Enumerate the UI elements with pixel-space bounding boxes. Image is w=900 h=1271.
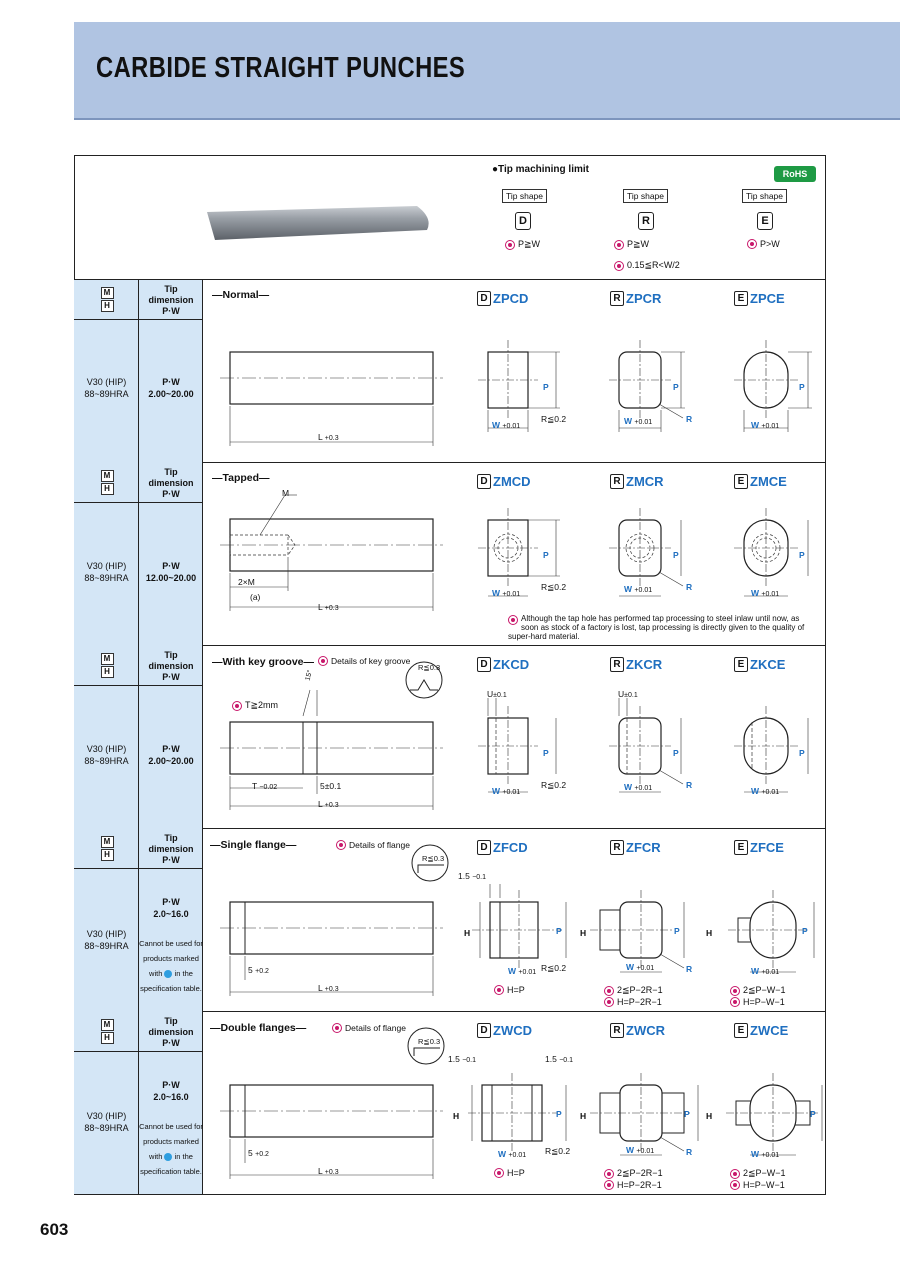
tip-header-3: Tip dimension P·W	[148, 650, 194, 682]
tip-shape-e: E	[757, 212, 773, 230]
blue-dot-icon	[164, 1153, 172, 1161]
cond-d: P≧W	[505, 239, 540, 250]
tip-limit-title: ●Tip machining limit	[492, 164, 589, 175]
tip-shape-label-r: Tip shape	[623, 189, 668, 203]
tip-header-5: Tip dimension P·W	[148, 1016, 194, 1048]
w-d-1: W +0.01	[492, 420, 521, 430]
header-line-3	[74, 685, 203, 686]
page-title: CARBIDE STRAIGHT PUNCHES	[96, 52, 466, 84]
tip-header-2: Tip dimension P·W	[148, 467, 194, 499]
key-side-view	[205, 670, 445, 815]
p-e-1: P	[799, 382, 805, 392]
tip-d-double	[462, 1051, 592, 1161]
tip-value-5: P·W 2.0~16.0	[153, 1080, 189, 1102]
code-zwce: E ZWCE	[734, 1023, 788, 1038]
pin-icon	[604, 1180, 614, 1190]
flange-15-2a: 1.5 −0.1	[448, 1054, 477, 1064]
code-zmcr: R ZMCR	[610, 474, 664, 489]
w-r-1: W +0.01	[624, 416, 653, 426]
r02-1: R≦0.2	[541, 414, 567, 424]
p-r-2: P	[673, 550, 679, 560]
m-label: M	[282, 488, 290, 498]
punch-photo	[205, 204, 430, 240]
e-cond-2a: 2≦P−W−1	[730, 1168, 786, 1179]
pin-icon	[604, 997, 614, 1007]
pin-icon	[494, 985, 504, 995]
header-line-5	[74, 1051, 203, 1052]
pin-icon	[508, 615, 518, 625]
code-zkcr: R ZKCR	[610, 657, 662, 672]
material-5: V30 (HIP) 88~89HRA	[84, 1111, 129, 1133]
pin-icon	[336, 840, 346, 850]
flange-detail-circle-2	[406, 1026, 446, 1066]
tip-r-tapped	[605, 508, 715, 603]
tip-header-4: Tip dimension P·W	[148, 833, 194, 865]
h-d-5: H	[453, 1111, 460, 1121]
tapped-note: Although the tap hole has performed tap processing to steel inlaw until now, as soon as stock of a factory is lost, tap processing is directly given to the quality of super-hard material.	[508, 614, 805, 641]
tip-dimension-column	[139, 280, 203, 1194]
r-cond-1b: H=P−2R−1	[604, 997, 662, 1007]
w-d-4: W +0.01	[508, 966, 537, 976]
p-r-4: P	[674, 926, 680, 936]
five-2: 5 +0.2	[248, 1148, 269, 1158]
r02-5: R≦0.2	[545, 1146, 571, 1156]
p-r-1: P	[673, 382, 679, 392]
w-d-2: W +0.01	[492, 588, 521, 598]
p-e-5: P	[810, 1109, 816, 1119]
pin-icon	[494, 1168, 504, 1178]
pin-icon	[332, 1023, 342, 1033]
t-dim: T −0.02	[252, 781, 278, 791]
details-flange-1: Details of flange	[336, 840, 410, 850]
pin-icon	[730, 1169, 740, 1179]
r-label-1: R	[686, 414, 693, 424]
w-e-1: W +0.01	[751, 420, 780, 430]
hp-cond-1: H=P	[494, 985, 525, 995]
angle-label: 15°	[304, 669, 315, 682]
flange-detail-circle-1	[410, 843, 450, 883]
w-d-5: W +0.01	[498, 1149, 527, 1159]
dim-l-1: L +0.3	[318, 432, 339, 442]
h-e-5: H	[706, 1111, 713, 1121]
tip-r-normal	[605, 340, 715, 435]
w-e-3: W +0.01	[751, 786, 780, 796]
r-cond-2b: H=P−2R−1	[604, 1180, 662, 1190]
header-line-2	[74, 502, 203, 503]
mh-icon-1: M H	[100, 286, 114, 313]
tip-r-key	[605, 688, 715, 798]
w-d-3: W +0.01	[492, 786, 521, 796]
tip-value-2: P·W 12.00~20.00	[145, 561, 197, 583]
material-2: V30 (HIP) 88~89HRA	[84, 561, 129, 583]
h-r-5: H	[580, 1111, 587, 1121]
p-d-4: P	[556, 926, 562, 936]
mh-icon-3: M H	[100, 652, 114, 679]
pin-icon	[730, 997, 740, 1007]
code-zkcd: D ZKCD	[477, 657, 529, 672]
u-r: U±0.1	[618, 689, 638, 699]
section-single-flange: —Single flange—	[210, 839, 297, 851]
tip-e-key	[730, 688, 840, 798]
material-column	[74, 280, 139, 1194]
w-e-2: W +0.01	[751, 588, 780, 598]
dim-l-2: L +0.3	[318, 602, 339, 612]
section-normal: —Normal—	[212, 289, 270, 301]
h-d-4: H	[464, 928, 471, 938]
r-cond-1a: 2≦P−2R−1	[604, 985, 663, 996]
pin-icon	[614, 261, 624, 271]
details-flange-2: Details of flange	[332, 1023, 406, 1033]
e-cond-1a: 2≦P−W−1	[730, 985, 786, 996]
five-pm: 5±0.1	[320, 781, 342, 791]
code-zwcr: R ZWCR	[610, 1023, 665, 1038]
w-r-3: W +0.01	[624, 782, 653, 792]
tip-e-normal	[730, 340, 840, 435]
r03-flange-2: R≦0.3	[418, 1037, 441, 1046]
code-zpcr: R ZPCR	[610, 291, 661, 306]
pin-icon	[614, 240, 624, 250]
w-r-2: W +0.01	[624, 584, 653, 594]
dim-l-5: L +0.3	[318, 1166, 339, 1176]
code-zmcd: D ZMCD	[477, 474, 531, 489]
code-zkce: E ZKCE	[734, 657, 785, 672]
pin-icon	[730, 986, 740, 996]
details-key: Details of key groove	[318, 656, 410, 666]
twoxm: 2×M	[238, 577, 255, 587]
p-d-5: P	[556, 1109, 562, 1119]
code-zwcd: D ZWCD	[477, 1023, 532, 1038]
r03-key: R≦0.3	[418, 663, 441, 672]
code-zpce: E ZPCE	[734, 291, 785, 306]
p-d-1: P	[543, 382, 549, 392]
r02-4: R≦0.2	[541, 963, 567, 973]
p-e-2: P	[799, 550, 805, 560]
mh-icon-2: M H	[100, 469, 114, 496]
dim-l-4: L +0.3	[318, 983, 339, 993]
w-r-5: W +0.01	[626, 1145, 655, 1155]
header-line-1	[74, 319, 203, 320]
material-1: V30 (HIP) 88~89HRA	[84, 377, 129, 399]
code-zmce: E ZMCE	[734, 474, 787, 489]
code-zfce: E ZFCE	[734, 840, 784, 855]
tip-shape-label-e: Tip shape	[742, 189, 787, 203]
r-label-5: R	[686, 1147, 693, 1157]
tip-e-double	[714, 1051, 844, 1161]
rohs-badge: RoHS	[774, 166, 816, 182]
r02-3: R≦0.2	[541, 780, 567, 790]
tip-header-1: Tip dimension P·W	[148, 284, 194, 316]
p-d-3: P	[543, 748, 549, 758]
tip-value-4: P·W 2.0~16.0	[153, 897, 189, 919]
tip-value-3: P·W 2.00~20.00	[148, 744, 194, 766]
section-double-flanges: —Double flanges—	[210, 1022, 307, 1034]
code-zfcd: D ZFCD	[477, 840, 528, 855]
cond-r2: 0.15≦R<W/2	[614, 260, 680, 271]
p-e-4: P	[802, 926, 808, 936]
tip-shape-label-d: Tip shape	[502, 189, 547, 203]
code-zpcd: D ZPCD	[477, 291, 528, 306]
tip-e-flange	[714, 868, 844, 978]
pin-icon	[505, 240, 515, 250]
r03-flange-1: R≦0.3	[422, 854, 445, 863]
t-cond: T≧2mm	[232, 700, 278, 711]
pin-icon	[604, 1169, 614, 1179]
section-tapped: —Tapped—	[212, 472, 270, 484]
cond-e: P>W	[747, 239, 780, 249]
tip-d-key	[478, 688, 588, 798]
mh-icon-5: M H	[100, 1018, 114, 1045]
tip-note-5: Cannot be used for products marked with in the specification table.	[139, 1122, 203, 1176]
e-cond-1b: H=P−W−1	[730, 997, 785, 1007]
h-e-4: H	[706, 928, 713, 938]
w-r-4: W +0.01	[626, 962, 655, 972]
mh-icon-4: M H	[100, 835, 114, 862]
flange-15-2b: 1.5 −0.1	[545, 1054, 574, 1064]
tapped-side-view	[205, 485, 445, 615]
p-e-3: P	[799, 748, 805, 758]
pin-icon	[747, 239, 757, 249]
hp-cond-2: H=P	[494, 1168, 525, 1178]
tip-e-tapped	[730, 508, 840, 603]
p-r-3: P	[673, 748, 679, 758]
w-e-5: W +0.01	[751, 1149, 780, 1159]
pin-icon	[604, 986, 614, 996]
p-d-2: P	[543, 550, 549, 560]
tip-r-flange	[590, 868, 720, 978]
code-zfcr: R ZFCR	[610, 840, 661, 855]
tip-shape-d: D	[515, 212, 531, 230]
section-key-groove: —With key groove—	[212, 656, 315, 668]
blue-dot-icon	[164, 970, 172, 978]
header-line-4	[74, 868, 203, 869]
five-1: 5 +0.2	[248, 965, 269, 975]
tip-d-flange	[462, 868, 592, 978]
e-cond-2b: H=P−W−1	[730, 1180, 785, 1190]
w-e-4: W +0.01	[751, 966, 780, 976]
flange-15-1: 1.5 −0.1	[458, 871, 487, 881]
material-4: V30 (HIP) 88~89HRA	[84, 929, 129, 951]
material-3: V30 (HIP) 88~89HRA	[84, 744, 129, 766]
pin-icon	[730, 1180, 740, 1190]
tip-note-4: Cannot be used for products marked with in the specification table.	[139, 939, 203, 993]
pin-icon	[318, 656, 328, 666]
r-label-2: R	[686, 582, 693, 592]
p-r-5: P	[684, 1109, 690, 1119]
tip-shape-r: R	[638, 212, 654, 230]
cond-r: P≧W	[614, 239, 649, 250]
r-cond-2a: 2≦P−2R−1	[604, 1168, 663, 1179]
r02-2: R≦0.2	[541, 582, 567, 592]
tip-value-1: P·W 2.00~20.00	[148, 377, 194, 399]
tip-r-double	[590, 1051, 720, 1161]
dim-l-3: L +0.3	[318, 799, 339, 809]
h-r-4: H	[580, 928, 587, 938]
page-number: 603	[40, 1220, 69, 1239]
u-d: U±0.1	[487, 689, 507, 699]
r-label-3: R	[686, 780, 693, 790]
r-label-4: R	[686, 964, 693, 974]
a-label: (a)	[250, 592, 261, 602]
